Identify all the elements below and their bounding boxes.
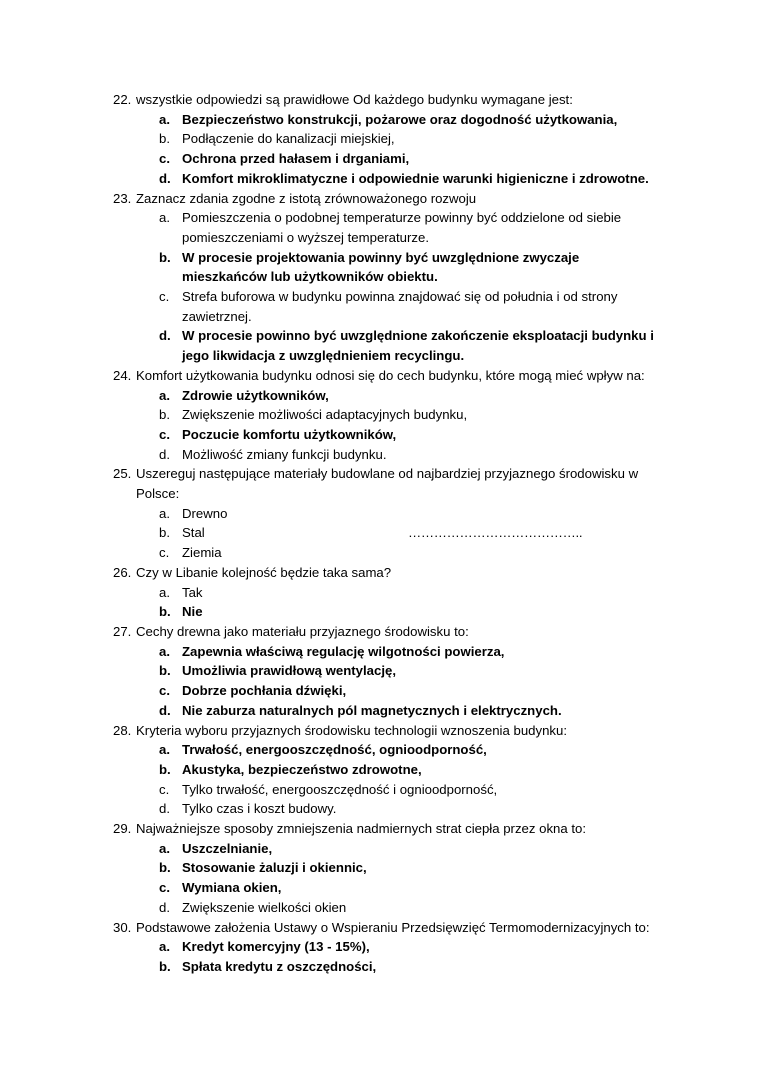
answer-option-c [0,543,760,563]
option-letter: d. [159,170,171,186]
option-letter: d. [159,328,171,344]
answer-option-c [0,780,760,800]
answer-option-a [0,839,760,859]
answer-option-a [0,386,760,406]
option-text: Zdrowie użytkowników, [182,387,329,403]
answer-option-a [0,740,760,760]
option-letter: c. [159,289,170,305]
option-text: Uszczelnianie, [182,840,273,856]
question-number: 28. [113,722,132,738]
option-text: Bezpieczeństwo konstrukcji, pożarowe oraz dogodność użytkowania, [182,111,618,127]
question-text: wszystkie odpowiedzi są prawidłowe Od każdego budynku wymagane jest: [136,92,573,107]
option-text: Wymiana okien, [182,880,282,896]
answer-option-c [0,425,760,445]
question-text: Najważniejsze sposoby zmniejszenia nadmiernych strat ciepła przez okna to: [136,821,587,837]
answer-option-b [0,523,760,543]
question-28 [0,721,760,741]
option-letter: d. [159,446,170,462]
option-letter: a. [159,111,170,127]
option-text: Zwiększenie wielkości okien [182,899,347,915]
question-number: 23. [113,190,132,206]
option-text: Podłączenie do kanalizacji miejskiej, [182,131,395,147]
option-text: Dobrze pochłania dźwięki, [182,683,347,699]
answer-option-b [0,248,760,287]
option-letter: c. [159,151,170,167]
option-letter: b. [159,860,171,876]
option-text: Stal [182,525,205,541]
option-text: W procesie powinno być uwzględnione zakończenie eksploatacji budynku i jego likwidacja z uwzględnieniem recyclingu. [182,328,654,364]
question-text: Uszereguj następujące materiały budowlane od najbardziej przyjaznego środowisku w Polsce: [136,466,639,502]
option-letter: a. [159,387,170,403]
question-text: Komfort użytkowania budynku odnosi się do cech budynku, które mogą mieć wpływ na: [136,367,645,383]
answer-option-b [0,129,760,149]
option-letter: d. [159,801,170,817]
question-text: Cechy drewna jako materiału przyjaznego środowisku to: [136,623,469,639]
answer-option-b [0,760,760,780]
answer-blank-dots: ………………………………….. [408,525,583,541]
answer-option-d [0,445,760,465]
option-letter: b. [159,131,170,147]
answer-option-d [0,701,760,721]
option-text: Możliwość zmiany funkcji budynku. [182,446,387,462]
option-letter: c. [159,426,170,442]
option-letter: a. [159,584,170,600]
option-letter: b. [159,604,171,620]
answer-option-a [0,208,760,247]
question-number: 22. [113,92,132,107]
question-number: 27. [113,623,132,639]
question-text: Kryteria wyboru przyjaznych środowisku technologii wznoszenia budynku: [136,722,568,738]
option-letter: c. [159,781,170,797]
question-number: 30. [113,919,132,935]
question-number: 26. [113,564,132,580]
question-number: 25. [113,466,132,482]
answer-option-b [0,602,760,622]
answer-option-d [0,169,760,189]
answer-option-d [0,898,760,918]
option-text: Nie zaburza naturalnych pól magnetycznych i elektrycznych. [182,702,562,718]
question-24 [0,366,760,386]
answer-option-d [0,326,760,365]
question-23 [0,189,760,209]
question-list [0,90,760,977]
option-letter: b. [159,958,171,974]
option-text: Drewno [182,505,228,521]
question-text: Czy w Libanie kolejność będzie taka sama? [136,564,392,580]
option-text: Nie [182,604,203,620]
option-text: W procesie projektowania powinny być uwzględnione zwyczaje mieszkańców lub użytkowników obiektu. [182,249,580,285]
option-letter: b. [159,249,171,265]
option-letter: d. [159,899,170,915]
question-29 [0,819,760,839]
option-text: Tylko czas i koszt budowy. [182,801,337,817]
option-letter: c. [159,683,170,699]
question-26 [0,563,760,583]
answer-option-a [0,642,760,662]
question-number: 29. [113,821,132,837]
answer-option-c [0,149,760,169]
option-letter: a. [159,939,170,955]
option-text: Komfort mikroklimatyczne i odpowiednie warunki higieniczne i zdrowotne. [182,170,649,186]
option-text: Spłata kredytu z oszczędności, [182,958,377,974]
question-27 [0,622,760,642]
answer-option-b [0,405,760,425]
option-letter: b. [159,407,170,423]
answer-option-c [0,878,760,898]
option-text: Umożliwia prawidłową wentylację, [182,663,396,679]
question-30 [0,918,760,938]
question-text: Zaznacz zdania zgodne z istotą zrównoważonego rozwoju [136,190,477,206]
answer-option-a [0,504,760,524]
option-text: Tylko trwałość, energooszczędność i ognioodporność, [182,781,498,797]
option-text: Strefa buforowa w budynku powinna znajdować się od południa i od strony zawietrznej. [182,289,618,324]
option-text: Pomieszczenia o podobnej temperaturze powinny być oddzielone od siebie pomieszczeniami o wyższej temperaturze. [182,210,622,245]
answer-option-c [0,681,760,701]
option-letter: c. [159,545,170,561]
option-letter: a. [159,643,170,659]
option-text: Ziemia [182,545,222,561]
option-letter: a. [159,840,170,856]
answer-option-d [0,799,760,819]
option-text: Poczucie komfortu użytkowników, [182,426,397,442]
option-text: Kredyt komercyjny (13 - 15%), [182,939,370,955]
option-text: Tak [182,584,203,600]
option-text: Zwiększenie możliwości adaptacyjnych budynku, [182,407,468,423]
option-letter: b. [159,525,170,541]
question-22 [0,90,760,110]
option-letter: c. [159,880,170,896]
answer-option-a [0,583,760,603]
option-letter: b. [159,663,171,679]
question-number: 24. [113,367,132,383]
option-letter: a. [159,505,170,521]
option-text: Trwałość, energooszczędność, ognioodporność, [182,742,487,758]
question-25 [0,464,760,503]
answer-option-b [0,661,760,681]
option-letter: b. [159,761,171,777]
answer-option-c [0,287,760,326]
answer-option-a [0,937,760,957]
option-text: Akustyka, bezpieczeństwo zdrowotne, [182,761,422,777]
option-text: Ochrona przed hałasem i drganiami, [182,151,410,167]
option-text: Stosowanie żaluzji i okiennic, [182,860,367,876]
answer-option-b [0,957,760,977]
answer-option-b [0,858,760,878]
option-letter: a. [159,210,170,226]
option-letter: d. [159,702,171,718]
option-letter: a. [159,742,170,758]
option-text: Zapewnia właściwą regulację wilgotności powierza, [182,643,505,659]
answer-option-a [0,110,760,130]
question-text: Podstawowe założenia Ustawy o Wspieraniu Przedsięwzięć Termomodernizacyjnych to: [136,919,650,935]
